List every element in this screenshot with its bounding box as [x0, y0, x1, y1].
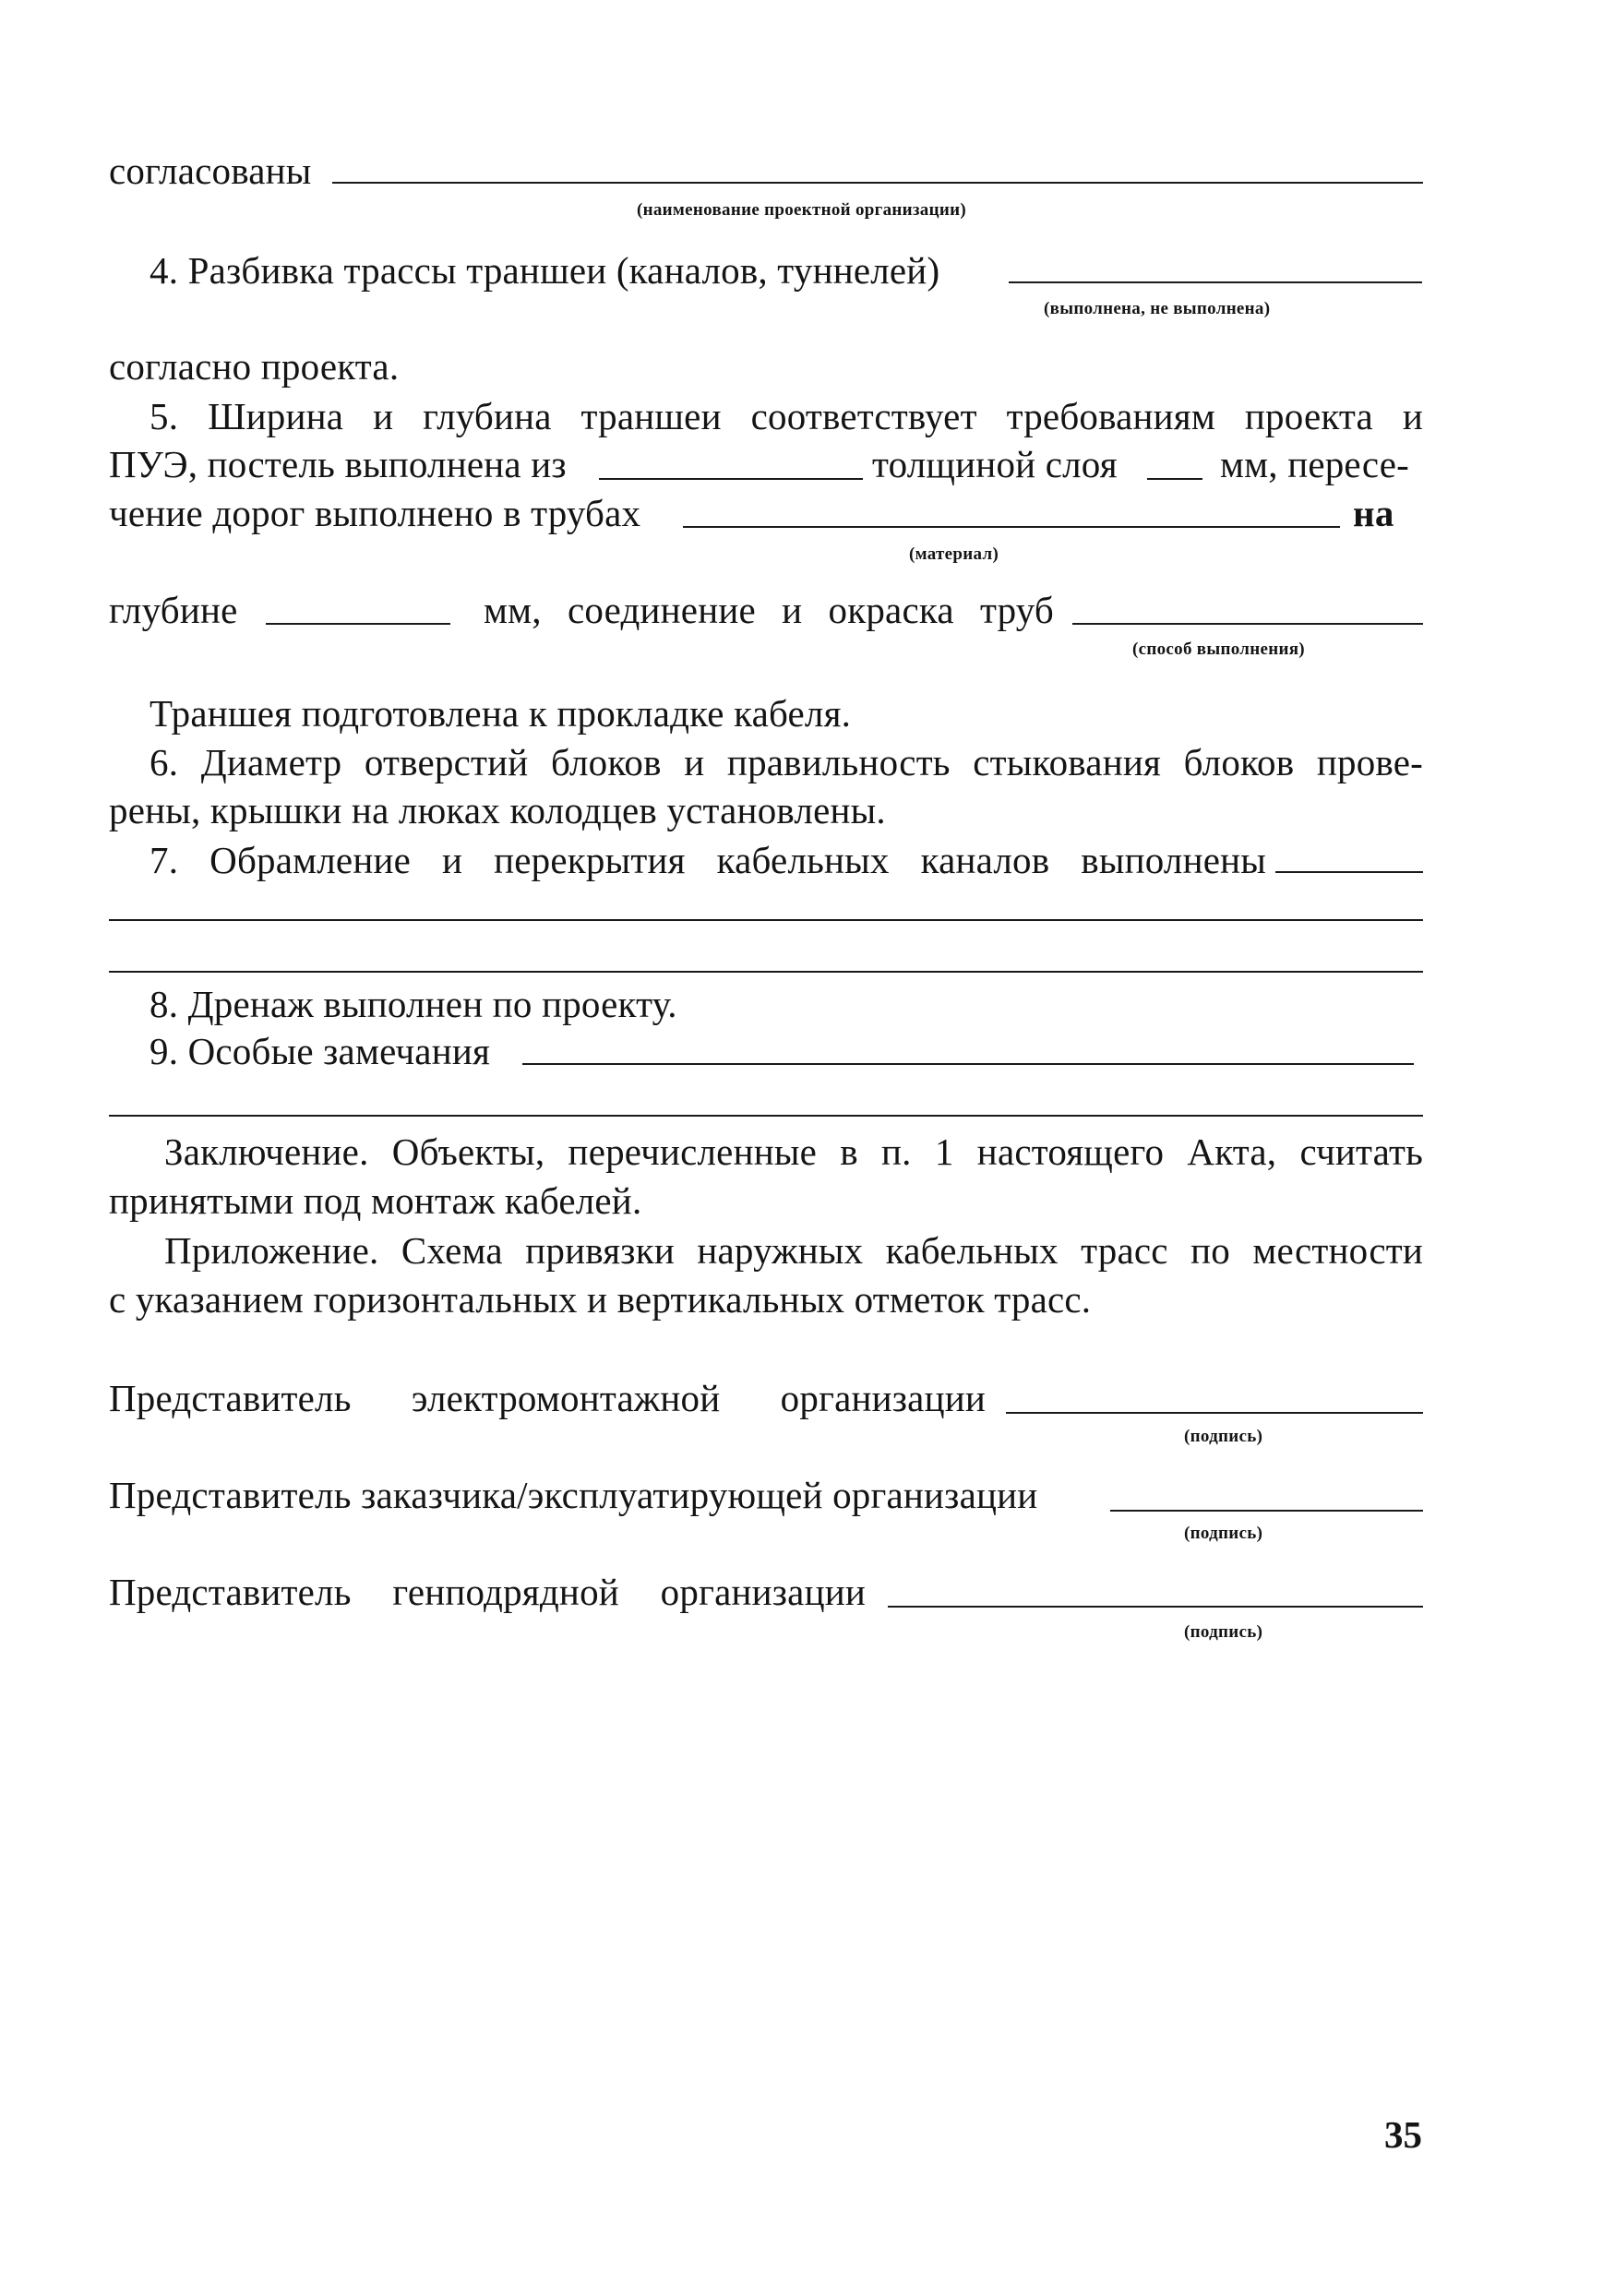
fill-line-pipe-material: [683, 526, 1340, 528]
signature-line-electrical: [1006, 1412, 1423, 1414]
signature-line-customer: [1110, 1510, 1423, 1512]
item-6-line-1: 6. Диаметр отверстий блоков и правильность стыкования блоков прове-: [150, 741, 1423, 783]
signature-label-general-contractor: Представитель генподрядной организации: [109, 1571, 866, 1613]
signature-label-electrical: Представитель электромонтажной организации: [109, 1377, 986, 1419]
item-9-text: 9. Особые замечания: [150, 1030, 491, 1072]
text-trench-ready: Траншея подготовлена к прокладке кабеля.: [150, 692, 852, 735]
item-5-line-1: 5. Ширина и глубина траншеи соответствует требованиям проекта и: [150, 395, 1423, 437]
text-agreed: согласованы: [109, 149, 312, 192]
item-5-pipes-text: чение дорог выполнено в трубах: [109, 492, 641, 534]
fill-line-item-7-c: [109, 971, 1423, 973]
fill-line-remarks-b: [109, 1115, 1423, 1117]
item-5-on-text: на: [1353, 492, 1394, 534]
fill-line-item-7-a: [1275, 871, 1423, 873]
item-5-joining-text: мм, соединение и окраска труб: [484, 589, 1054, 631]
item-5-depth-text: глубине: [109, 589, 238, 631]
conclusion-line-2: принятыми под монтаж кабелей.: [109, 1179, 642, 1222]
appendix-line-2: с указанием горизонтальных и вертикальных отметок трасс.: [109, 1278, 1092, 1321]
fill-line-item-7-b: [109, 919, 1423, 921]
caption-signature-3: (подпись): [1184, 1622, 1263, 1642]
item-4-text: 4. Разбивка трассы траншеи (каналов, туннелей): [150, 249, 940, 292]
fill-line-method: [1072, 623, 1423, 625]
fill-line-design-org: [332, 182, 1423, 184]
item-5-bed-text: ПУЭ, постель выполнена из: [109, 443, 567, 485]
item-5-layer-text: толщиной слоя: [872, 443, 1118, 485]
fill-line-depth: [266, 623, 450, 625]
item-8-text: 8. Дренаж выполнен по проекту.: [150, 983, 677, 1025]
item-7-text: 7. Обрамление и перекрытия кабельных каналов выполнены: [150, 839, 1266, 881]
caption-method: (способ выполнения): [1132, 640, 1305, 659]
fill-line-bed-material: [599, 478, 863, 480]
caption-design-org: (наименование проектной организации): [637, 200, 966, 220]
appendix-line-1: Приложение. Схема привязки наружных кабельных трасс по местности: [164, 1229, 1423, 1272]
fill-line-item-4: [1009, 281, 1422, 283]
caption-done-not-done: (выполнена, не выполнена): [1044, 299, 1271, 318]
item-5-mm-text: мм, пересе-: [1220, 443, 1409, 485]
page-number: 35: [1384, 2113, 1422, 2156]
signature-line-general-contractor: [888, 1606, 1423, 1608]
caption-signature-2: (подпись): [1184, 1524, 1263, 1543]
signature-label-customer: Представитель заказчика/эксплуатирующей организации: [109, 1474, 1038, 1516]
fill-line-layer-thickness: [1147, 478, 1202, 480]
fill-line-remarks-a: [522, 1063, 1414, 1065]
text-per-project: согласно проекта.: [109, 345, 400, 388]
item-6-line-2: рены, крышки на люках колодцев установлены.: [109, 789, 886, 831]
conclusion-line-1: Заключение. Объекты, перечисленные в п. 1 настоящего Акта, считать: [164, 1130, 1423, 1173]
caption-material: (материал): [909, 544, 999, 564]
caption-signature-1: (подпись): [1184, 1427, 1263, 1446]
